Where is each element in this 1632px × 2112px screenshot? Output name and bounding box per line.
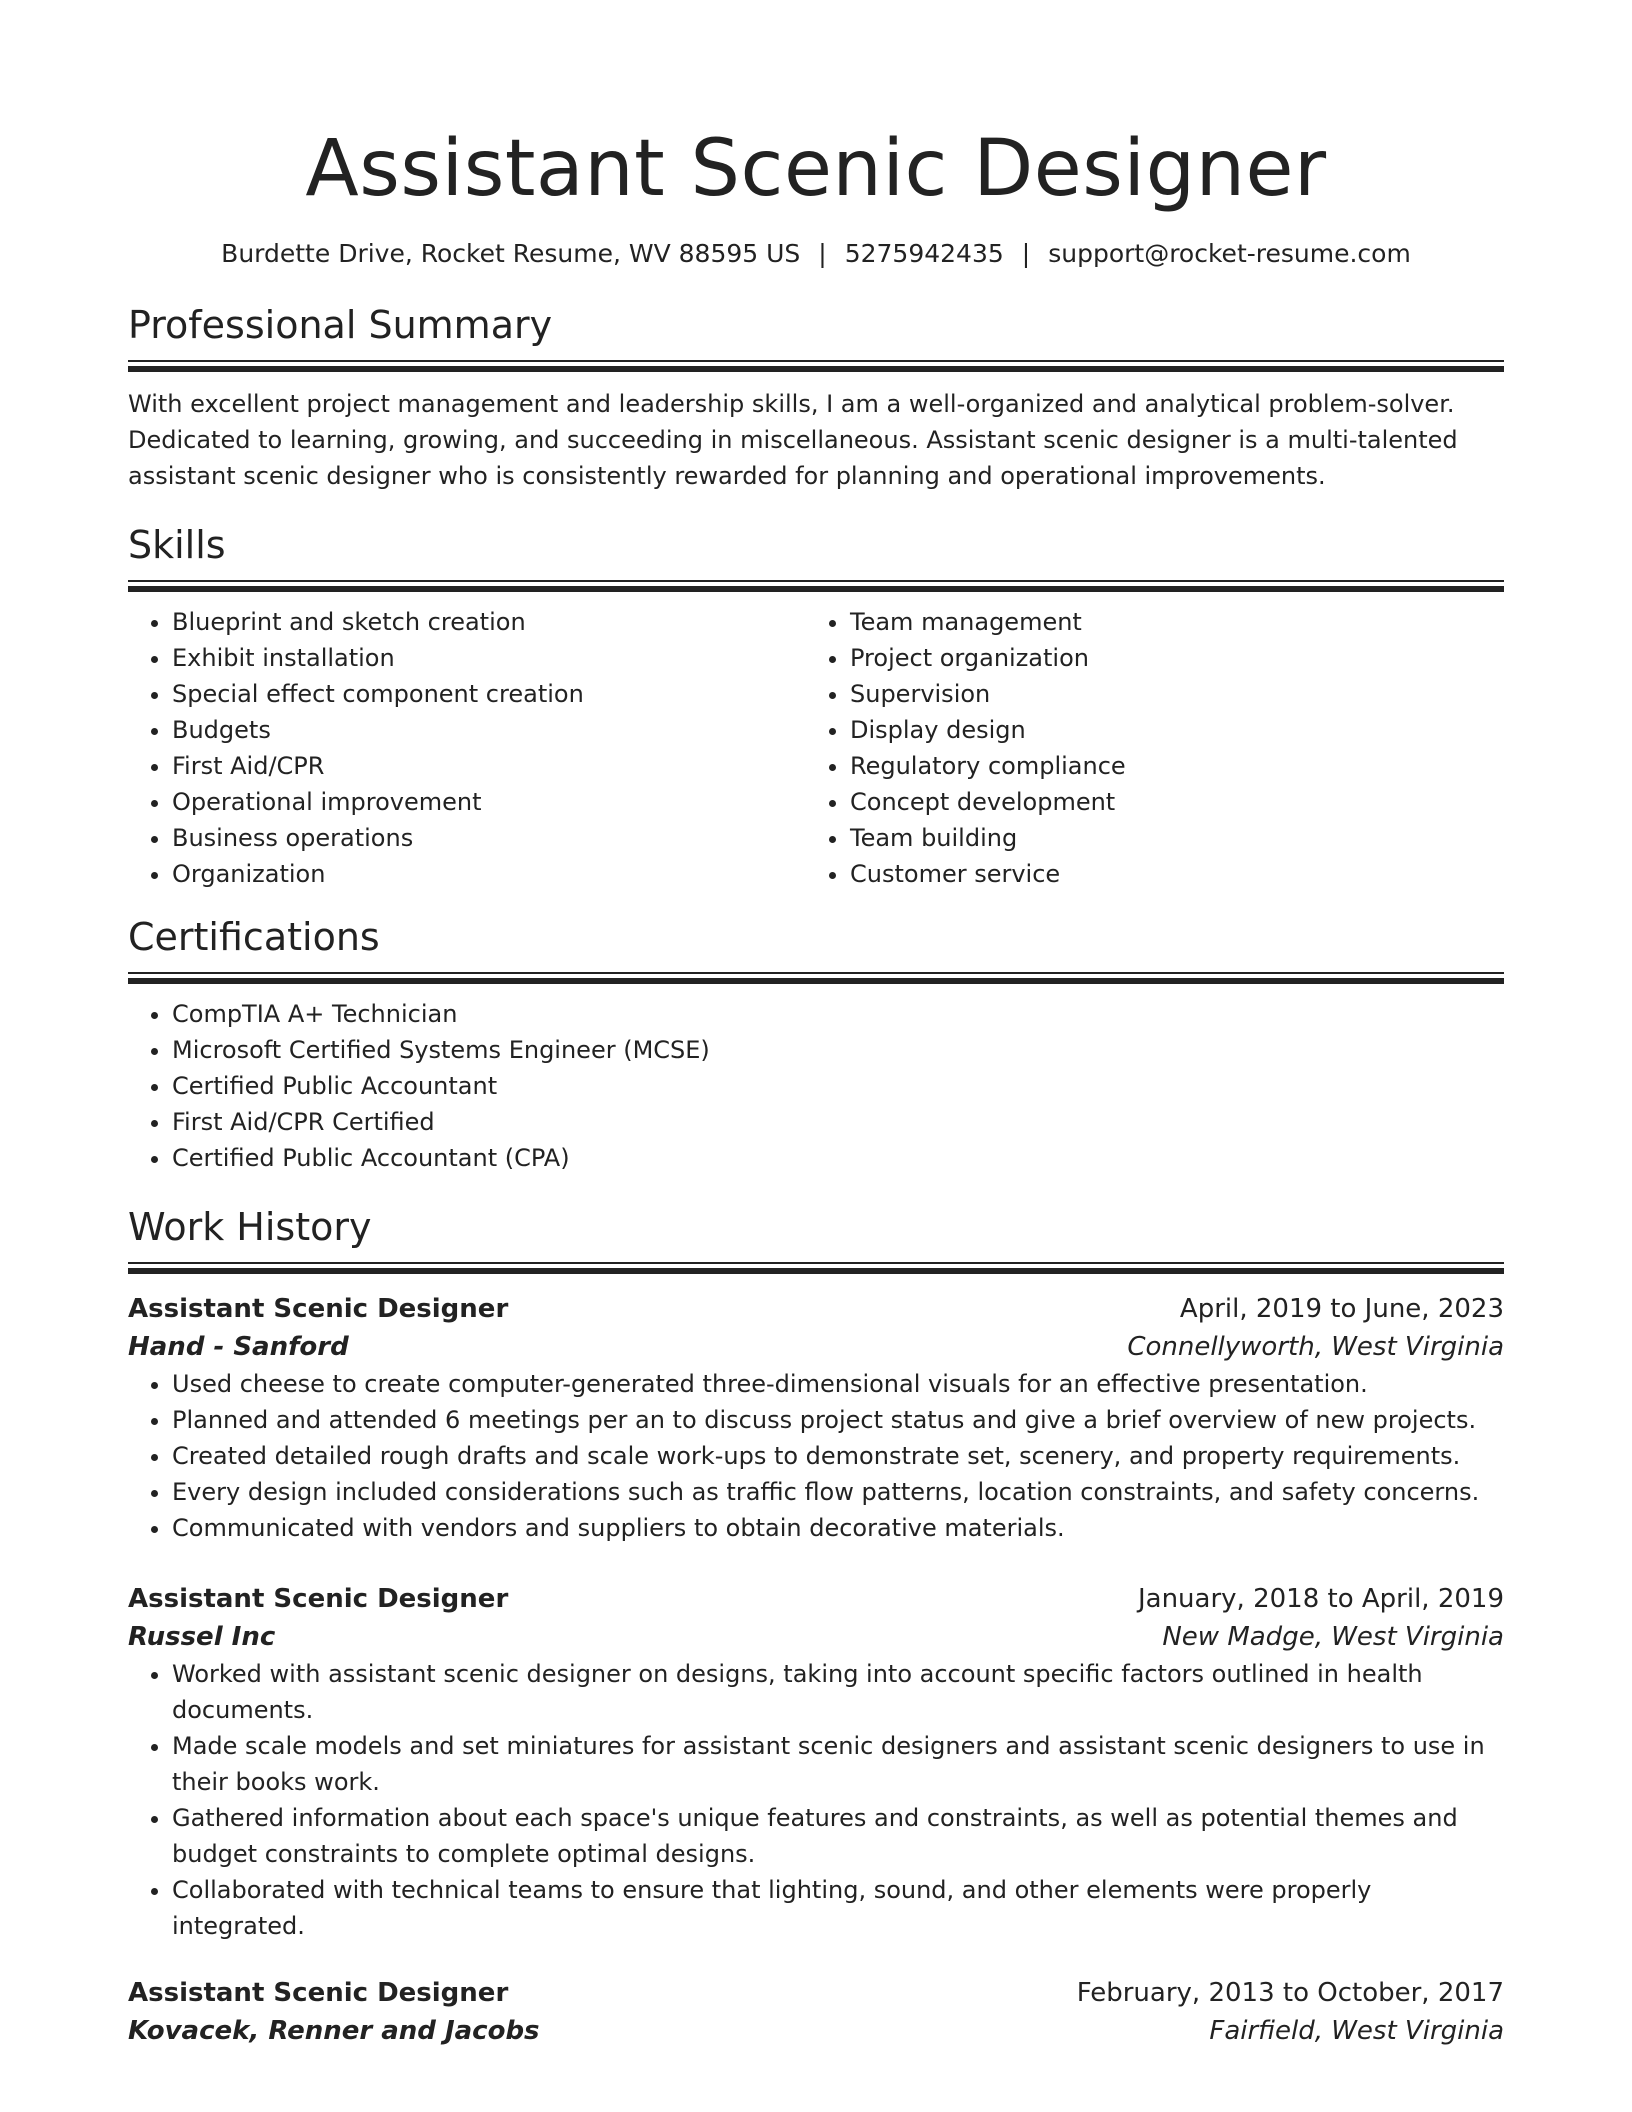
- contact-line: [128, 238, 1504, 270]
- job-subheader-row: [128, 1618, 1504, 1656]
- job-subheader-row: [128, 1328, 1504, 1366]
- job-company: Kovacek, Renner and Jacobs: [128, 2016, 540, 2046]
- skills-column-left: [128, 604, 806, 892]
- certification-item: • CompTIA A+ Technician: [172, 996, 1504, 1032]
- job-entry: [128, 1290, 1504, 1546]
- section-heading-skills: Skills: [128, 523, 226, 567]
- section-divider: [128, 360, 1504, 372]
- job-bullet: • Communicated with vendors and suppliers to obtain decorative materials.: [172, 1510, 1504, 1546]
- job-header-row: [128, 1974, 1504, 2012]
- skill-item: • Display design: [850, 712, 1484, 748]
- job-location: Fairfield, West Virginia: [1209, 2016, 1504, 2046]
- skill-item: • Organization: [172, 856, 806, 892]
- work-history-section: [128, 1204, 1504, 2050]
- skill-item: • Team building: [850, 820, 1484, 856]
- skill-item: • Project organization: [850, 640, 1484, 676]
- job-bullet: • Gathered information about each space's unique features and constraints, as well as potential themes and budget constraints to complete optimal designs.: [172, 1800, 1504, 1872]
- job-subheader-row: [128, 2012, 1504, 2050]
- certification-item: • Microsoft Certified Systems Engineer (MCSE): [172, 1032, 1504, 1068]
- job-location: Connellyworth, West Virginia: [1127, 1332, 1504, 1362]
- skills-list-right: [806, 604, 1484, 892]
- job-location: New Madge, West Virginia: [1162, 1622, 1504, 1652]
- section-divider: [128, 972, 1504, 984]
- skill-item: • Exhibit installation: [172, 640, 806, 676]
- job-entry: [128, 1580, 1504, 1944]
- job-bullet: • Created detailed rough drafts and scale work-ups to demonstrate set, scenery, and property requirements.: [172, 1438, 1504, 1474]
- skills-column-right: [806, 604, 1484, 892]
- skill-item: • Concept development: [850, 784, 1484, 820]
- contact-separator: |: [1021, 239, 1031, 268]
- job-title: Assistant Scenic Designer: [128, 1584, 509, 1614]
- resume-page: [128, 0, 1504, 2050]
- skill-item: • Special effect component creation: [172, 676, 806, 712]
- section-heading-summary: Professional Summary: [128, 303, 553, 347]
- contact-email[interactable]: support@rocket-resume.com: [1048, 239, 1411, 268]
- job-header-row: [128, 1290, 1504, 1328]
- skill-item: • Regulatory compliance: [850, 748, 1484, 784]
- contact-separator: |: [818, 239, 827, 268]
- job-company: Hand - Sanford: [128, 1332, 349, 1362]
- certification-item: • First Aid/CPR Certified: [172, 1104, 1504, 1140]
- job-title: Assistant Scenic Designer: [128, 1294, 509, 1324]
- job-entry: [128, 1974, 1504, 2050]
- job-bullet: • Every design included considerations such as traffic flow patterns, location constraints, and safety concerns.: [172, 1474, 1504, 1510]
- job-dates: February, 2013 to October, 2017: [1076, 1978, 1504, 2008]
- skill-item: • Team management: [850, 604, 1484, 640]
- job-bullet: • Used cheese to create computer-generated three-dimensional visuals for an effective presentation.: [172, 1366, 1504, 1402]
- job-dates: January, 2018 to April, 2019: [1137, 1584, 1504, 1614]
- job-bullet: • Planned and attended 6 meetings per an to discuss project status and give a brief overview of new projects.: [172, 1402, 1504, 1438]
- section-divider: [128, 580, 1504, 592]
- certifications-section: [128, 914, 1504, 1176]
- job-header-row: [128, 1580, 1504, 1618]
- job-bullet: • Worked with assistant scenic designer on designs, taking into account specific factors outlined in health documents.: [172, 1656, 1504, 1728]
- skill-item: • Supervision: [850, 676, 1484, 712]
- skills-list-left: [128, 604, 806, 892]
- contact-address: Burdette Drive, Rocket Resume, WV 88595 US: [221, 239, 801, 268]
- section-divider: [128, 1262, 1504, 1274]
- certification-item: • Certified Public Accountant (CPA): [172, 1140, 1504, 1176]
- job-dates: April, 2019 to June, 2023: [1179, 1294, 1504, 1324]
- certifications-list: [128, 996, 1504, 1176]
- skill-item: • Budgets: [172, 712, 806, 748]
- job-company: Russel Inc: [128, 1622, 276, 1652]
- section-heading-work-history: Work History: [128, 1205, 372, 1249]
- contact-phone: 5275942435: [844, 239, 1004, 268]
- summary-section: [128, 302, 1504, 494]
- job-bullet: • Collaborated with technical teams to ensure that lighting, sound, and other elements were properly integrated.: [172, 1872, 1504, 1944]
- skills-section: [128, 522, 1504, 892]
- skill-item: • Business operations: [172, 820, 806, 856]
- section-heading-certifications: Certifications: [128, 915, 380, 959]
- resume-title: Assistant Scenic Designer: [305, 124, 1327, 214]
- skills-columns: [128, 604, 1504, 892]
- job-bullets: [128, 1366, 1504, 1546]
- summary-text: With excellent project management and leadership skills, I am a well-organized and analytical problem-solver. Dedicated to learning, growing, and succeeding in miscellaneous. Assistant scenic designer is a multi-talented assistant scenic designer who is consistently rewarded for planning and operational improvements.: [128, 390, 1458, 490]
- skill-item: • Blueprint and sketch creation: [172, 604, 806, 640]
- job-title: Assistant Scenic Designer: [128, 1978, 509, 2008]
- job-bullets: [128, 1656, 1504, 1944]
- certification-item: • Certified Public Accountant: [172, 1068, 1504, 1104]
- skill-item: • First Aid/CPR: [172, 748, 806, 784]
- job-bullet: • Made scale models and set miniatures for assistant scenic designers and assistant scenic designers to use in their books work.: [172, 1728, 1504, 1800]
- skill-item: • Operational improvement: [172, 784, 806, 820]
- skill-item: • Customer service: [850, 856, 1484, 892]
